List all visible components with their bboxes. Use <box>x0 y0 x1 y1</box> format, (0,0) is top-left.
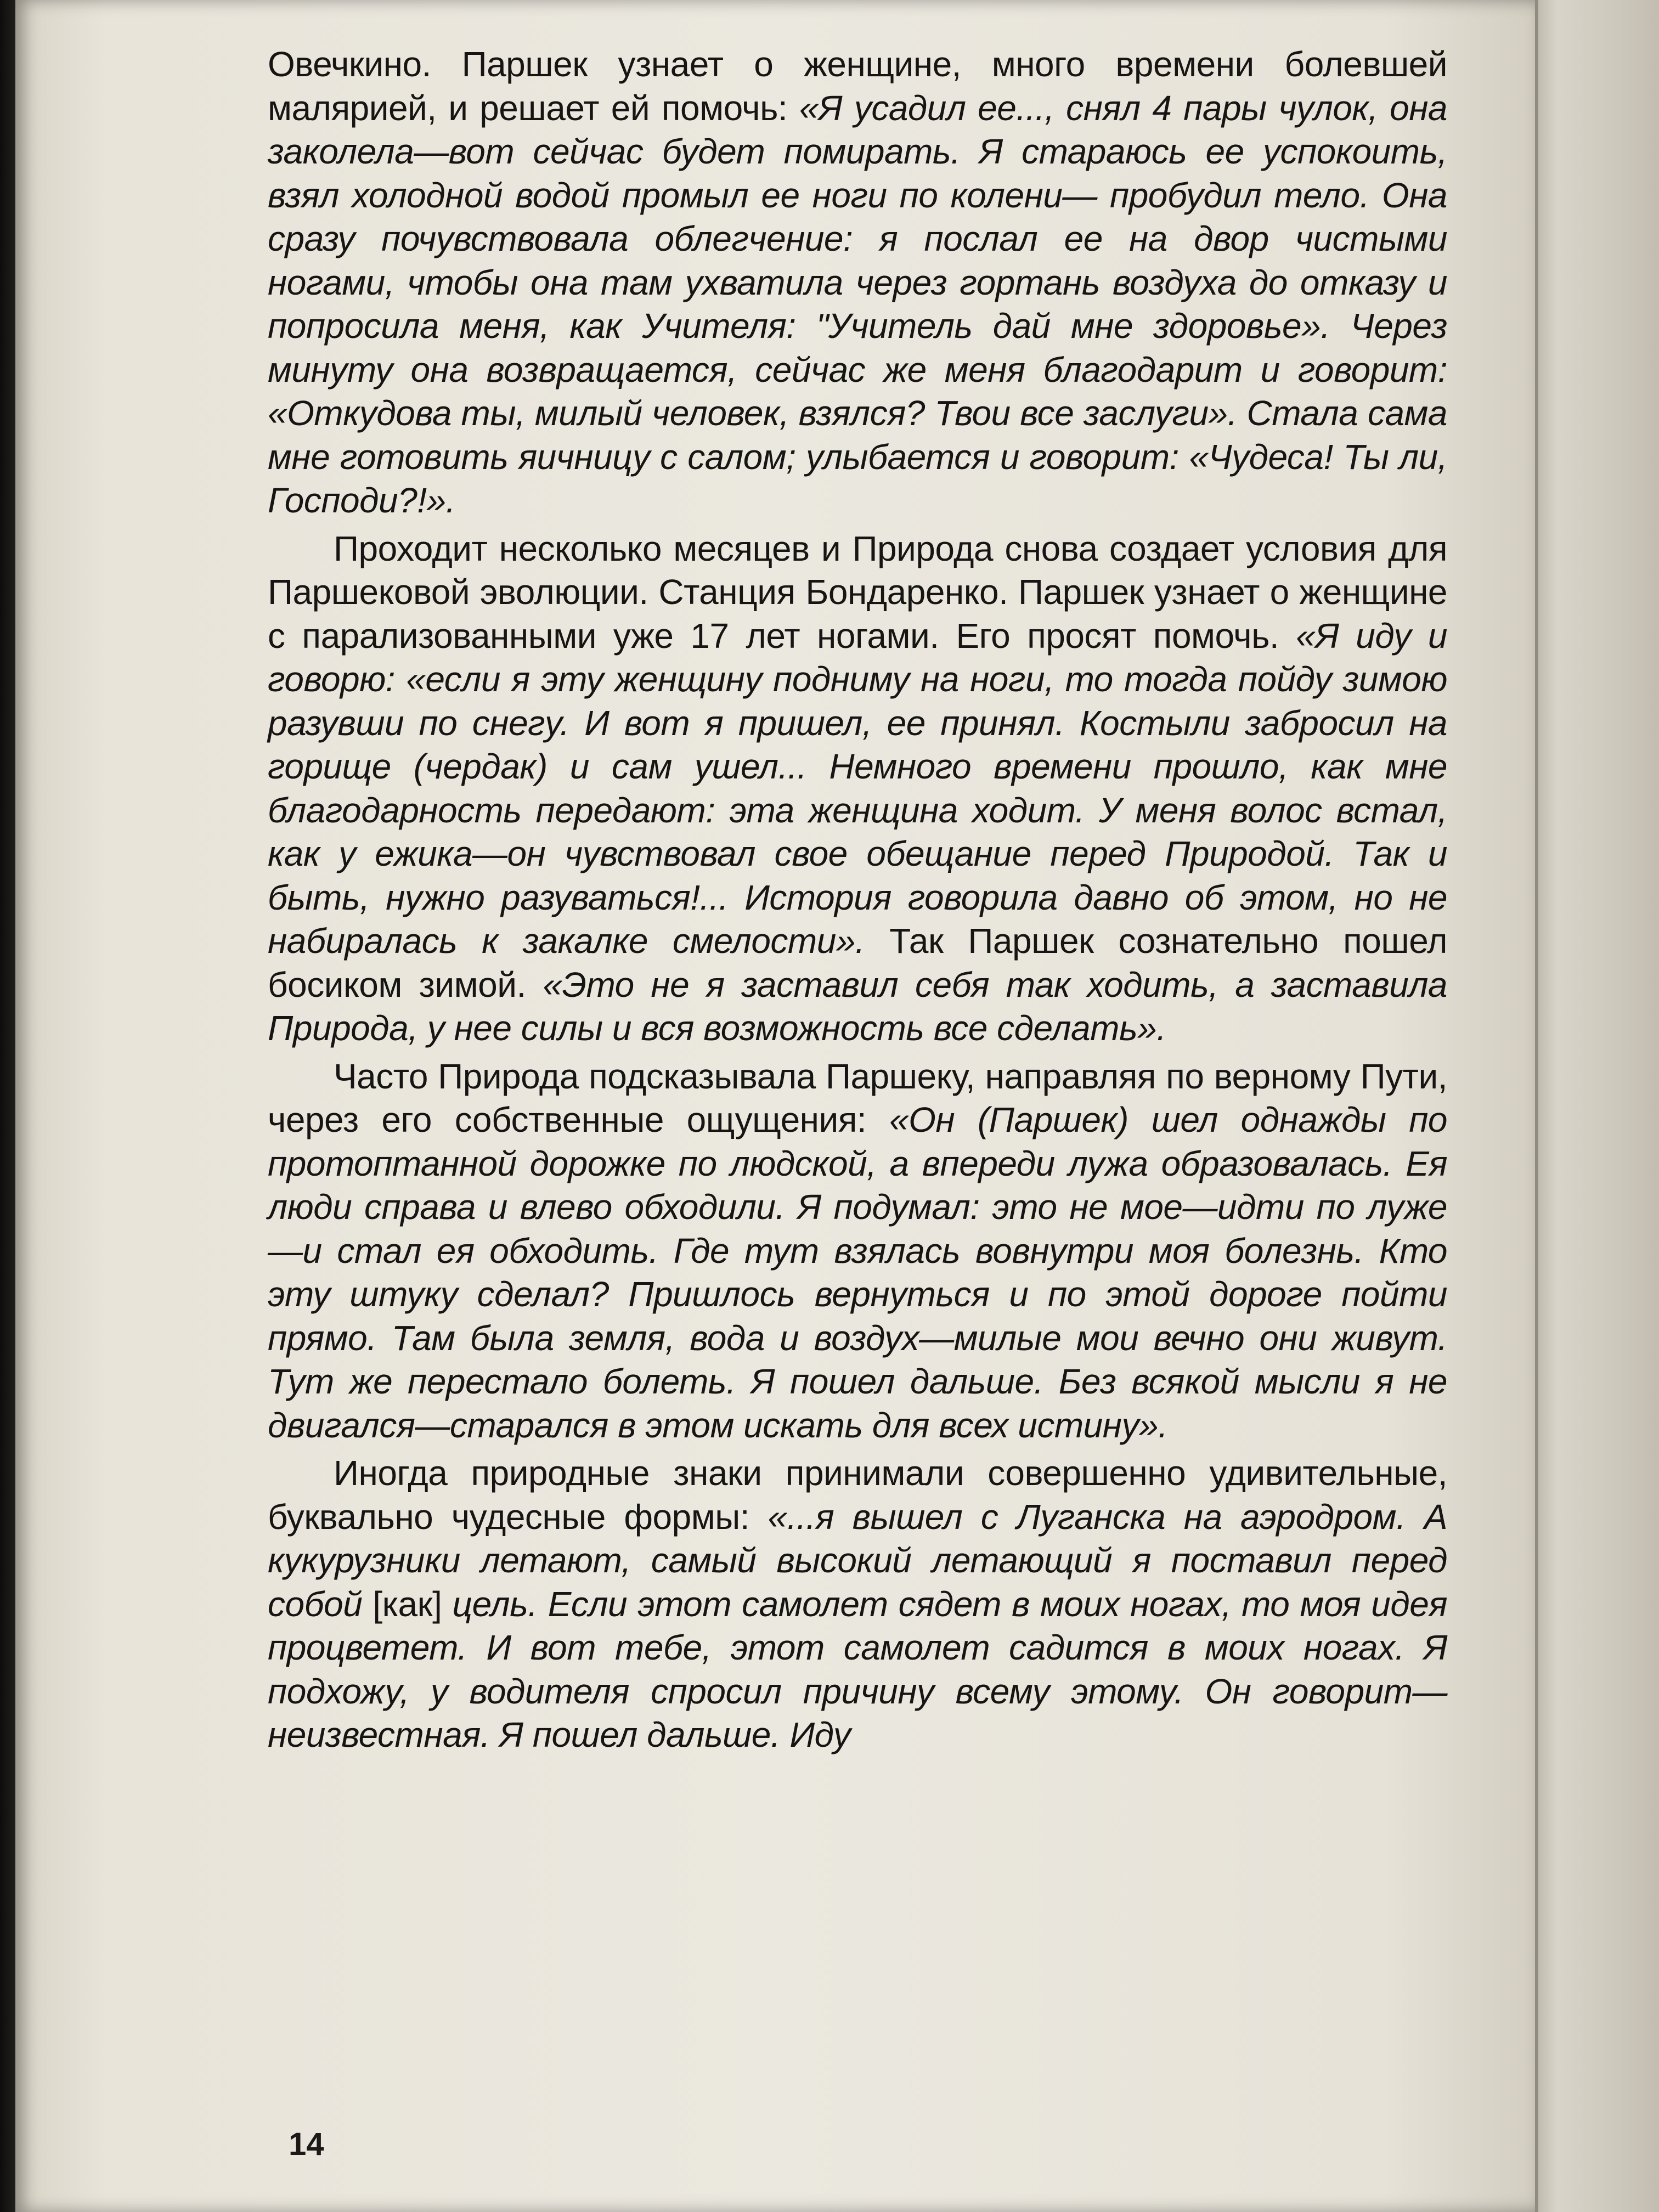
paragraph-3-quote: «Он (Паршек) шел однажды по протоптанной дорожке по людской, а впереди лужа образовалась. Ея люди справа и влево обходили. Я подумал: это не мое—идти по луже—и стал ея обходить. Где тут взялась вовнутри моя болезнь. Кто эту штуку сделал? Пришлось вернуться и по этой дороге пойти прямо. Там была земля, вода и воздух—милые мои вечно они живут. Тут же перестало болеть. Я пошел дальше. Без всякой мысли я не двигался—старался в этом искать для всех истину». <box>268 1100 1447 1445</box>
paragraph-4-bracket: [как] <box>373 1584 442 1624</box>
paragraph-2-run-2: Так Паршек сознательно пошел босиком зимой. <box>268 921 1448 1005</box>
paragraph-2-quote-2: «Это не я заставил себя так ходить, а заставила Природа, у нее силы и вся возможность все сделать». <box>268 964 1448 1048</box>
book-page <box>15 0 1535 2212</box>
paragraph-3-run-1: Часто Природа подсказывала Паршеку, направляя по верному Пути, через его собственные ощущения: <box>268 1056 1447 1139</box>
paragraph-4-quote-1: «...я вышел с Луганска на аэродром. А кукурузники летают, самый высокий летающий я поставил перед собой <box>268 1497 1448 1624</box>
paragraph-1-quote: «Я усадил ее..., снял 4 пары чулок, она заколела—вот сейчас будет помирать. Я стараюсь ее успокоить, взял холодной водой промыл ее ноги по колени— пробудил тело. Она сразу почувствовала облегчение: я послал ее на двор чистыми ногами, чтобы она там ухватила через гортань воздуха до отказу и попросила меня, как Учителя: "Учитель дай мне здоровье». Через минуту она возвращается, сейчас же меня благодарит и говорит: «Откудова ты, милый человек, взялся? Твои все заслуги». Стала сама мне готовить яичницу с салом; улыбается и говорит: «Чудеса! Ты ли, Господи?!». <box>268 88 1447 520</box>
paragraph-3 <box>268 1055 1447 1448</box>
paragraph-1 <box>268 43 1447 523</box>
paragraph-2-quote-1: «Я иду и говорю: «если я эту женщину подниму на ноги, то тогда пойду зимою разувши по снегу. И вот я пришел, ее принял. Костыли забросил на горище (чердак) и сам ушел... Немного времени прошло, как мне благодарность передают: эта женщина ходит. У меня волос встал, как у ежика—он чувствовал свое обещание перед Природой. Так и быть, нужно разуваться!... История говорила давно об этом, но не набиралась к закалке смелости». <box>268 616 1448 961</box>
paragraph-4-run-1: Иногда природные знаки принимали совершенно удивительные, буквально чудесные формы: <box>268 1453 1447 1537</box>
page-text-block <box>268 43 1447 1762</box>
page-number: 14 <box>289 2126 324 2162</box>
paragraph-2 <box>268 527 1447 1051</box>
paragraph-2-run-1: Проходит несколько месяцев и Природа снова создает условия для Паршековой эволюции. Станция Бондаренко. Паршек узнает о женщине с парализованными уже 17 лет ногами. Его просят помочь. <box>268 528 1447 656</box>
page-stack-edge <box>1535 0 1659 2212</box>
paragraph-1-run-1: Овечкино. Паршек узнает о женщине, много времени болевшей малярией, и решает ей помочь: <box>268 44 1447 128</box>
paragraph-4-quote-2: цель. Если этот самолет сядет в моих ногах, то моя идея процветет. И вот тебе, этот самолет садится в моих ногах. Я подхожу, у водителя спросил причину всему этому. Он говорит—неизвестная. Я пошел дальше. Иду <box>268 1584 1448 1754</box>
paragraph-4 <box>268 1452 1447 1757</box>
